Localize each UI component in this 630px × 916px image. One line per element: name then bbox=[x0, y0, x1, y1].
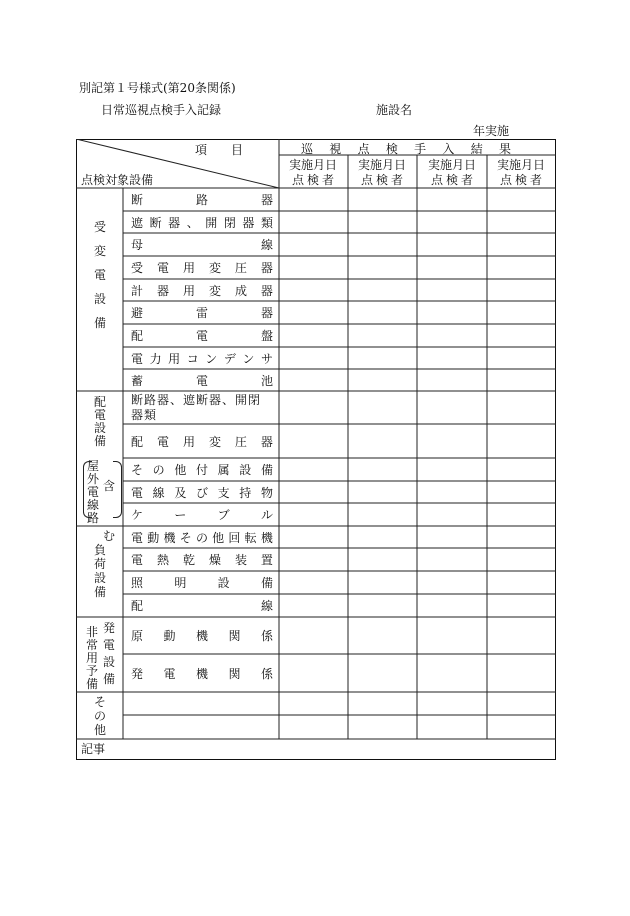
item-label: 母 線 bbox=[131, 238, 273, 252]
results-header-char: 視 bbox=[329, 141, 342, 156]
category-label: 配電設備 bbox=[94, 396, 106, 448]
target-header: 点検対象設備 bbox=[81, 173, 154, 187]
category-label: 非常用予備 bbox=[86, 626, 98, 691]
item-label: 断路器、遮断器、開閉器類 bbox=[131, 393, 262, 422]
date-header: 実施月日 bbox=[289, 158, 338, 172]
item-label: 配 線 bbox=[131, 599, 273, 613]
item-label: 発 電 機 関 係 bbox=[131, 666, 273, 681]
inspector-header: 点検者 bbox=[431, 173, 477, 187]
year-label: 年実施 bbox=[473, 124, 510, 138]
item-label: 配 電 用 変 圧 器 bbox=[131, 434, 273, 449]
item-header: 項 目 bbox=[195, 143, 244, 157]
results-header-char: 果 bbox=[498, 141, 511, 156]
bracket bbox=[113, 461, 122, 518]
inspector-header: 点検者 bbox=[292, 173, 338, 187]
category-label: 含む bbox=[103, 479, 115, 543]
item-label: 断 路 器 bbox=[131, 193, 273, 207]
item-label: 蓄 電 池 bbox=[131, 373, 273, 388]
category-label: 屋外電線路 bbox=[87, 460, 99, 525]
item-label: 受 電 用 変 圧 器 bbox=[131, 261, 273, 275]
results-header-char: 巡 bbox=[301, 141, 314, 156]
item-label: 電 力 用 コ ン デ ン サ bbox=[131, 351, 273, 366]
results-header-char: 点 bbox=[357, 141, 370, 156]
item-label: 遮 断 器 、 開 閉 器 類 bbox=[131, 215, 273, 230]
item-label: 照 明 設 備 bbox=[131, 576, 273, 590]
form-number: 別記第１号様式(第20条関係) bbox=[79, 81, 236, 95]
date-header: 実施月日 bbox=[497, 158, 546, 172]
category-label: その他 bbox=[94, 695, 106, 737]
category-label: 負荷設備 bbox=[94, 543, 106, 599]
results-header-char: 入 bbox=[442, 141, 455, 156]
item-label: ケ ー ブ ル bbox=[131, 508, 273, 522]
item-label: 電 熱 乾 燥 装 置 bbox=[131, 553, 273, 567]
remarks-label: 記事 bbox=[81, 742, 106, 756]
item-label: 計 器 用 変 成 器 bbox=[131, 283, 273, 298]
item-label: 配 電 盤 bbox=[131, 329, 273, 343]
item-label: そ の 他 付 属 設 備 bbox=[131, 463, 273, 477]
results-header-char: 手 bbox=[414, 141, 427, 156]
inspector-header: 点検者 bbox=[361, 173, 407, 187]
bracket bbox=[83, 461, 92, 518]
category-label: 受変電設備 bbox=[94, 220, 106, 330]
inspector-header: 点検者 bbox=[500, 173, 546, 187]
results-header-char: 結 bbox=[470, 141, 483, 156]
facility-label: 施設名 bbox=[376, 103, 413, 117]
date-header: 実施月日 bbox=[358, 158, 407, 172]
form-title: 日常巡視点検手入記録 bbox=[101, 103, 222, 117]
item-label: 電 動 機 そ の 他 回 転 機 bbox=[131, 530, 273, 545]
category-label: 発電設備 bbox=[103, 621, 115, 686]
item-label: 避 雷 器 bbox=[131, 306, 273, 320]
item-label: 原 動 機 関 係 bbox=[131, 629, 273, 643]
item-label: 電 線 及 び 支 持 物 bbox=[131, 485, 273, 500]
results-header-char: 検 bbox=[385, 141, 398, 156]
results-header bbox=[301, 140, 511, 156]
date-header: 実施月日 bbox=[428, 158, 477, 172]
